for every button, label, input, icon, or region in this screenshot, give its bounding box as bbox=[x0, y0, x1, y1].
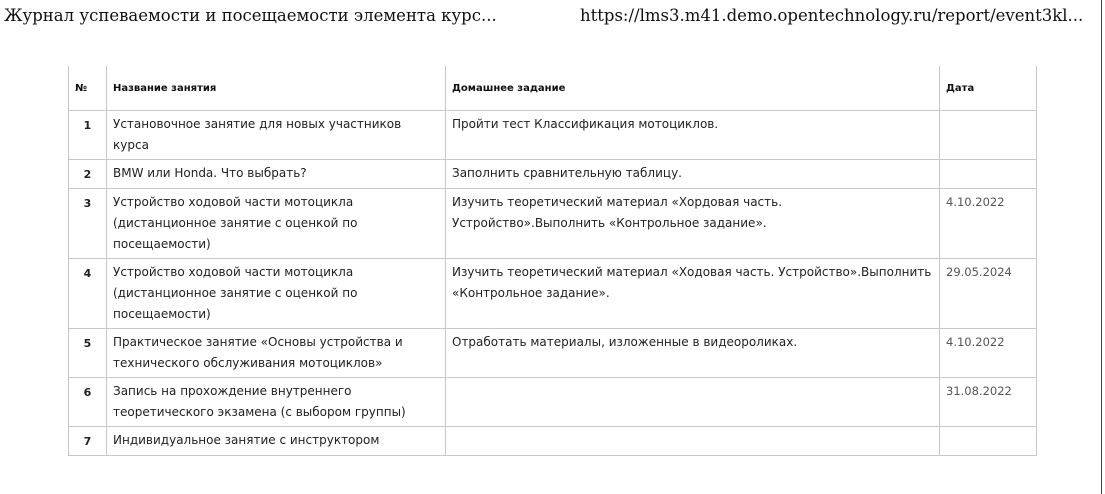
page-url: https://lms3.m41.demo.opentechnology.ru/report/event3kl... bbox=[580, 6, 1084, 25]
lesson-name: Устройство ходовой части мотоцикла (дистанционное занятие с оценкой по посещаемости) bbox=[107, 259, 446, 329]
lesson-name: Устройство ходовой части мотоцикла (дистанционное занятие с оценкой по посещаемости) bbox=[107, 189, 446, 259]
lesson-homework bbox=[446, 378, 940, 427]
page-title: Журнал успеваемости и посещаемости элемента курс... bbox=[4, 6, 497, 25]
lesson-date bbox=[940, 160, 1037, 189]
lesson-number: 2 bbox=[69, 160, 107, 189]
page-edge-divider bbox=[1101, 0, 1102, 494]
table-row bbox=[69, 160, 1037, 189]
lesson-number: 6 bbox=[69, 378, 107, 427]
lesson-homework: Изучить теоретический материал «Ходовая часть. Устройство».Выполнить «Контрольное задание». bbox=[446, 259, 940, 329]
table-row bbox=[69, 329, 1037, 378]
lesson-name: Индивидуальное занятие с инструктором bbox=[107, 427, 446, 456]
column-header-date: Дата bbox=[940, 66, 1037, 111]
lesson-number: 5 bbox=[69, 329, 107, 378]
lesson-homework: Заполнить сравнительную таблицу. bbox=[446, 160, 940, 189]
lesson-date: 4.10.2022 bbox=[940, 189, 1037, 259]
column-header-num: № bbox=[69, 66, 107, 111]
table-row bbox=[69, 111, 1037, 160]
lesson-number: 3 bbox=[69, 189, 107, 259]
table-row bbox=[69, 259, 1037, 329]
lesson-name: BMW или Honda. Что выбрать? bbox=[107, 160, 446, 189]
journal-table bbox=[68, 66, 1037, 456]
print-header bbox=[0, 0, 1105, 36]
column-header-name: Название занятия bbox=[107, 66, 446, 111]
table-row bbox=[69, 378, 1037, 427]
table-row bbox=[69, 427, 1037, 456]
lesson-name: Практическое занятие «Основы устройства и технического обслуживания мотоциклов» bbox=[107, 329, 446, 378]
journal-table-container bbox=[68, 66, 1036, 456]
column-header-homework: Домашнее задание bbox=[446, 66, 940, 111]
table-row bbox=[69, 189, 1037, 259]
lesson-number: 1 bbox=[69, 111, 107, 160]
lesson-date: 29.05.2024 bbox=[940, 259, 1037, 329]
lesson-name: Запись на прохождение внутреннего теоретического экзамена (с выбором группы) bbox=[107, 378, 446, 427]
table-header-row bbox=[69, 66, 1037, 111]
lesson-date bbox=[940, 111, 1037, 160]
lesson-homework bbox=[446, 427, 940, 456]
lesson-number: 4 bbox=[69, 259, 107, 329]
lesson-homework: Изучить теоретический материал «Хордовая часть. Устройство».Выполнить «Контрольное задание». bbox=[446, 189, 940, 259]
lesson-date: 4.10.2022 bbox=[940, 329, 1037, 378]
lesson-date: 31.08.2022 bbox=[940, 378, 1037, 427]
lesson-date bbox=[940, 427, 1037, 456]
lesson-homework: Пройти тест Классификация мотоциклов. bbox=[446, 111, 940, 160]
lesson-homework: Отработать материалы, изложенные в видеороликах. bbox=[446, 329, 940, 378]
lesson-number: 7 bbox=[69, 427, 107, 456]
lesson-name: Установочное занятие для новых участников курса bbox=[107, 111, 446, 160]
